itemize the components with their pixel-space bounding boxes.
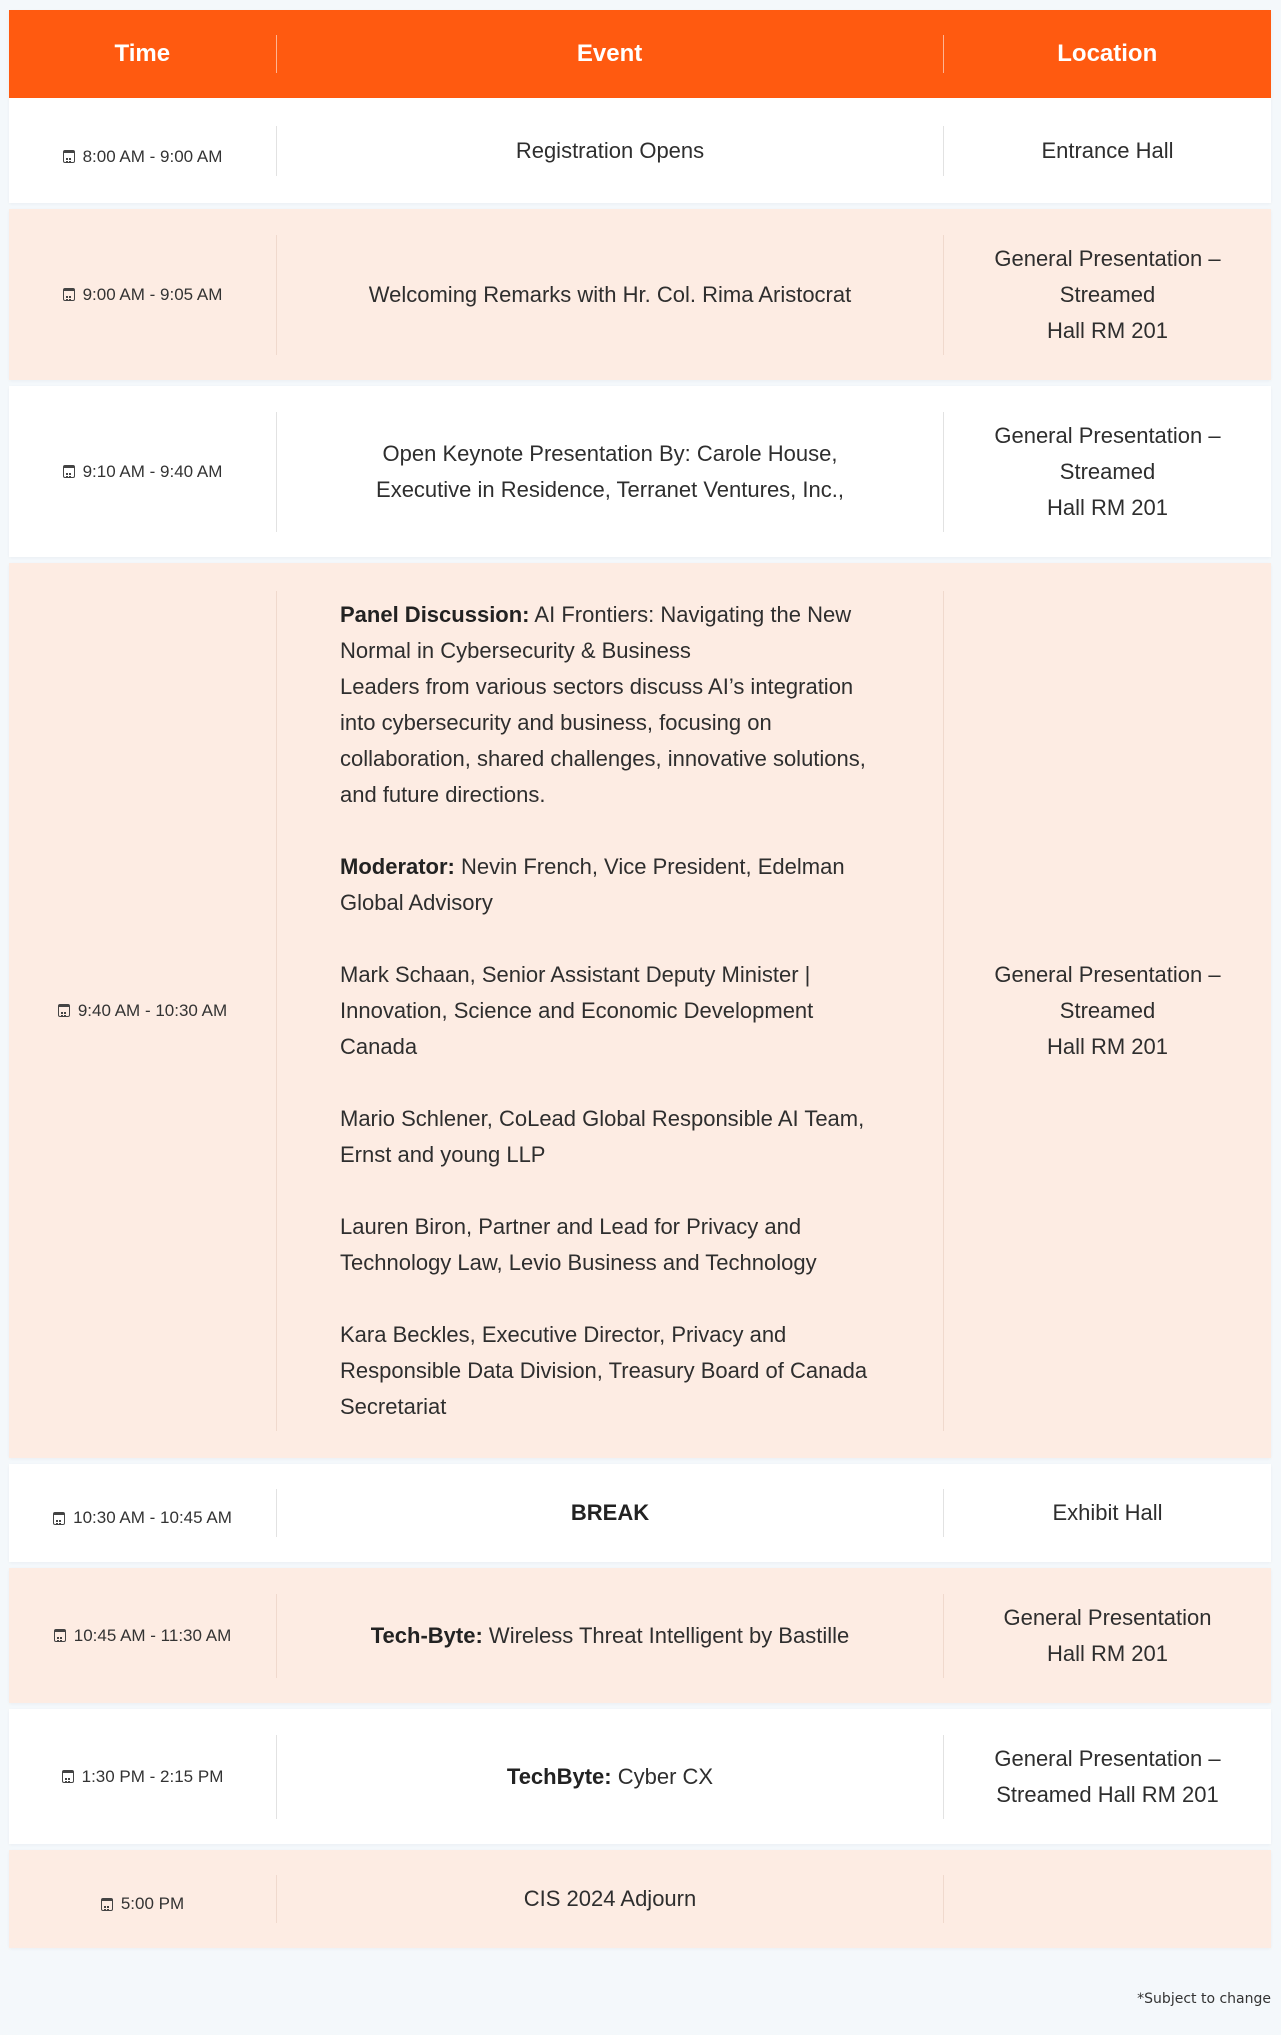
time-cell	[9, 1850, 276, 1948]
event-text: CIS 2024 Adjourn	[523, 1886, 697, 1911]
panel-description	[340, 597, 880, 1425]
location-line: General Presentation –	[994, 1745, 1221, 1771]
event-cell	[276, 1850, 943, 1948]
calendar-icon	[63, 150, 75, 163]
event-cell	[276, 1464, 943, 1562]
location-line: Exhibit Hall	[1052, 1500, 1163, 1525]
location-line: General Presentation –	[994, 422, 1221, 448]
location-cell	[943, 563, 1271, 1458]
time-text: 5:00 PM	[120, 1894, 185, 1913]
time-text: 10:30 AM - 10:45 AM	[73, 1508, 232, 1527]
location-line: Hall RM 201	[1046, 494, 1169, 520]
table-header	[9, 10, 1271, 98]
time-text: 9:40 AM - 10:30 AM	[77, 1000, 228, 1020]
event-text: Cyber CX	[611, 1763, 714, 1789]
location-line: Hall RM 201	[1046, 317, 1169, 343]
location-cell	[943, 1850, 1271, 1948]
table-row	[9, 1709, 1271, 1844]
location-cell	[943, 209, 1271, 380]
panelist: Mario Schlener, CoLead Global Responsible AI Team, Ernst and young LLP	[340, 1105, 865, 1167]
event-bold: Tech-Byte:	[370, 1622, 483, 1648]
table-row	[9, 1850, 1271, 1948]
time-cell	[9, 1709, 276, 1844]
panel-label: Panel Discussion:	[340, 601, 530, 627]
location-line: Streamed	[1059, 458, 1156, 484]
location-line: Hall RM 201	[1046, 1640, 1169, 1666]
panel-title: AI Frontiers: Navigating the New Normal in Cybersecurity & Business	[340, 601, 852, 663]
location-line: General Presentation	[1003, 1604, 1212, 1630]
schedule-table	[9, 10, 1271, 1948]
location-line: General Presentation –	[994, 961, 1221, 987]
location-line: Streamed	[1059, 997, 1156, 1023]
location-cell	[943, 1709, 1271, 1844]
location-line: Streamed	[1059, 281, 1156, 307]
location-cell	[943, 386, 1271, 557]
time-text: 9:10 AM - 9:40 AM	[82, 461, 223, 481]
event-line: Open Keynote Presentation By: Carole House,	[382, 440, 838, 466]
location-line: Hall RM 201	[1046, 1033, 1169, 1059]
event-text: Wireless Threat Intelligent by Bastille	[482, 1622, 850, 1648]
event-cell	[276, 209, 943, 380]
moderator-label: Moderator:	[340, 853, 455, 879]
moderator-name: Nevin French, Vice President, Edelman Global Advisory	[340, 853, 845, 915]
time-text: 9:00 AM - 9:05 AM	[82, 284, 223, 304]
time-cell	[9, 563, 276, 1458]
calendar-icon	[62, 1770, 74, 1783]
time-cell	[9, 98, 276, 203]
location-cell	[943, 1568, 1271, 1703]
time-cell	[9, 1568, 276, 1703]
header-time: Time	[114, 40, 171, 67]
calendar-icon	[54, 1629, 66, 1642]
event-cell	[276, 98, 943, 203]
panel-desc: Leaders from various sectors discuss AI’s integration into cybersecurity and business, focusing on collaboration, shared challenges, innovative solutions, and future directions.	[340, 673, 866, 807]
time-cell	[9, 386, 276, 557]
calendar-icon	[63, 465, 75, 478]
header-event: Event	[276, 35, 943, 73]
location-line: Entrance Hall	[1041, 137, 1174, 163]
header-location: Location	[943, 35, 1271, 73]
event-cell	[276, 386, 943, 557]
time-text: 1:30 PM - 2:15 PM	[81, 1766, 224, 1786]
event-text: Welcoming Remarks with Hr. Col. Rima Aristocrat	[368, 281, 852, 307]
calendar-icon	[58, 1004, 70, 1017]
location-cell	[943, 98, 1271, 203]
event-bold: BREAK	[570, 1500, 650, 1525]
event-bold: TechByte:	[506, 1763, 612, 1789]
table-row	[9, 1464, 1271, 1562]
time-cell	[9, 1464, 276, 1562]
calendar-icon	[101, 1898, 113, 1911]
event-cell	[276, 563, 943, 1458]
calendar-icon	[63, 288, 75, 301]
time-text: 8:00 AM - 9:00 AM	[82, 146, 223, 166]
table-row	[9, 1568, 1271, 1703]
time-text: 10:45 AM - 11:30 AM	[73, 1625, 232, 1645]
event-text: Registration Opens	[515, 137, 705, 163]
event-cell	[276, 1568, 943, 1703]
panelist: Kara Beckles, Executive Director, Privacy and Responsible Data Division, Treasury Board of Canada Secretariat	[340, 1321, 868, 1419]
location-line: Streamed Hall RM 201	[996, 1781, 1219, 1807]
event-cell	[276, 1709, 943, 1844]
footnote: *Subject to change	[1137, 1991, 1271, 2007]
location-line: General Presentation –	[994, 245, 1221, 271]
table-row	[9, 98, 1271, 203]
event-line: Executive in Residence, Terranet Ventures, Inc.,	[376, 476, 844, 502]
panelist: Lauren Biron, Partner and Lead for Privacy and Technology Law, Levio Business and Technology	[340, 1213, 817, 1275]
calendar-icon	[53, 1512, 65, 1525]
panelist: Mark Schaan, Senior Assistant Deputy Minister | Innovation, Science and Economic Development Canada	[340, 961, 814, 1059]
table-row	[9, 209, 1271, 380]
table-row	[9, 386, 1271, 557]
table-row	[9, 563, 1271, 1458]
location-cell	[943, 1464, 1271, 1562]
time-cell	[9, 209, 276, 380]
